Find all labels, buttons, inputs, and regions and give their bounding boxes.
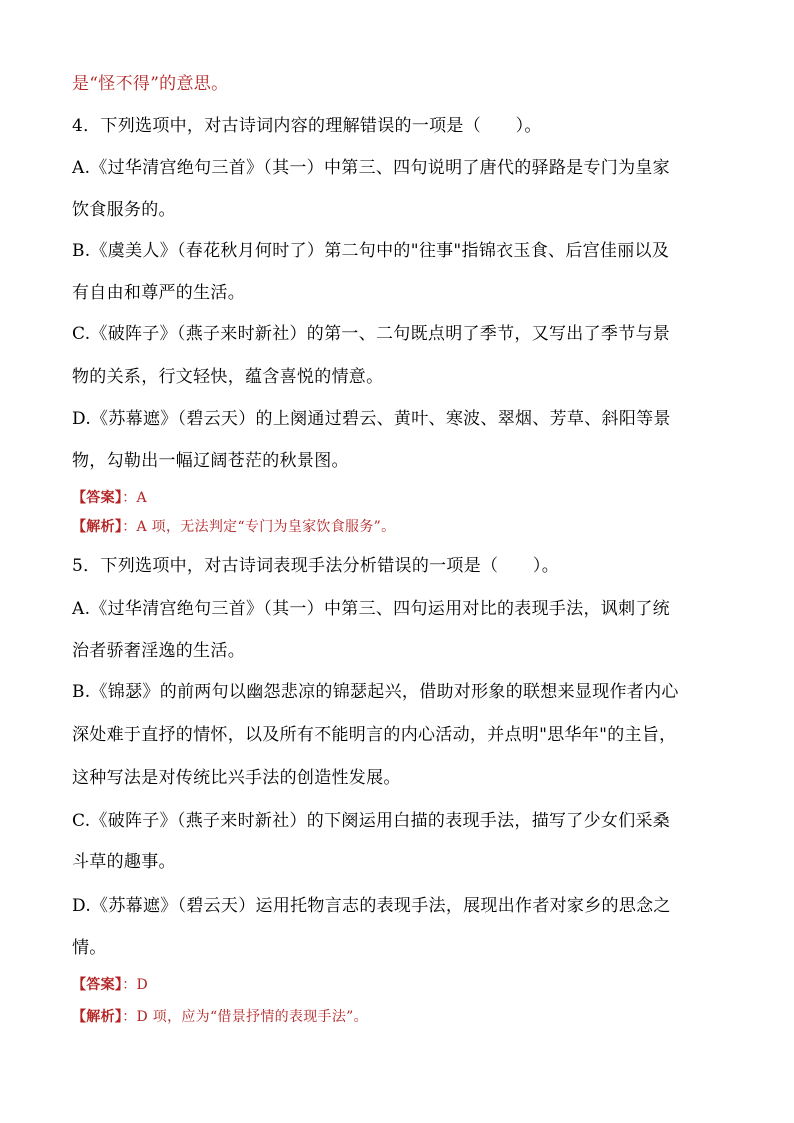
analysis-value: ：D 项，应为“借景抒情的表现手法”。 [122,1009,368,1025]
q4-option-b-line-2: 有自由和尊严的生活。 [72,283,245,303]
q4-option-a-line-2: 饮食服务的。 [72,200,176,220]
analysis-value: ：A 项，无法判定“专门为皇家饮食服务”。 [122,519,396,535]
q4-option-a-line-1: A.《过华清宫绝句三首》（其一）中第三、四句说明了唐代的驿路是专门为皇家 [72,158,670,178]
q4-option-b-line-1: B.《虞美人》（春花秋月何时了）第二句中的"往事"指锦衣玉食、后宫佳丽以及 [72,241,670,261]
q5-option-b-line-1: B.《锦瑟》的前两句以幽怨悲凉的锦瑟起兴，借助对形象的联想来显现作者内心 [72,682,679,702]
q5-option-a-line-2: 治者骄奢淫逸的生活。 [72,641,245,661]
q5-analysis [72,1008,368,1026]
q5-option-a-line-1: A.《过华清宫绝句三首》（其一）中第三、四句运用对比的表现手法，讽刺了统 [72,599,670,619]
q4-option-c-line-1: C.《破阵子》（燕子来时新社）的第一、二句既点明了季节，又写出了季节与景 [72,324,671,344]
q4-answer [72,489,147,507]
q5-answer [72,976,148,994]
answer-tag: 【答案】 [72,490,123,506]
question-4-stem: 4．下列选项中，对古诗词内容的理解错误的一项是（ ）。 [72,116,542,136]
answer-tag: 【答案】 [72,977,123,993]
q4-option-d-line-1: D.《苏幕遮》（碧云天）的上阕通过碧云、黄叶、寒波、翠烟、芳草、斜阳等景 [72,409,671,429]
q5-option-c-line-1: C.《破阵子》（燕子来时新社）的下阕运用白描的表现手法，描写了少女们采桑 [72,811,671,831]
q4-analysis [72,518,395,536]
answer-value: ：D [122,977,149,993]
q4-option-d-line-2: 物，勾勒出一幅辽阔苍茫的秋景图。 [72,451,349,471]
analysis-tag: 【解析】 [72,1009,123,1025]
q5-option-d-line-1: D.《苏幕遮》（碧云天）运用托物言志的表现手法，展现出作者对家乡的思念之 [72,896,671,916]
analysis-tag: 【解析】 [72,519,123,535]
intro-line: 是“怪不得”的意思。 [72,74,229,94]
q4-option-c-line-2: 物的关系，行文轻快，蕴含喜悦的情意。 [72,367,384,387]
q5-option-b-line-2: 深处难于直抒的情怀，以及所有不能明言的内心活动，并点明"思华年"的主旨， [72,725,677,745]
q5-option-c-line-2: 斗草的趣事。 [72,852,176,872]
q5-option-d-line-2: 情。 [72,938,107,958]
answer-value: ：A [122,490,147,506]
question-5-stem: 5．下列选项中，对古诗词表现手法分析错误的一项是（ ）。 [72,556,560,576]
q5-option-b-line-3: 这种写法是对传统比兴手法的创造性发展。 [72,768,401,788]
